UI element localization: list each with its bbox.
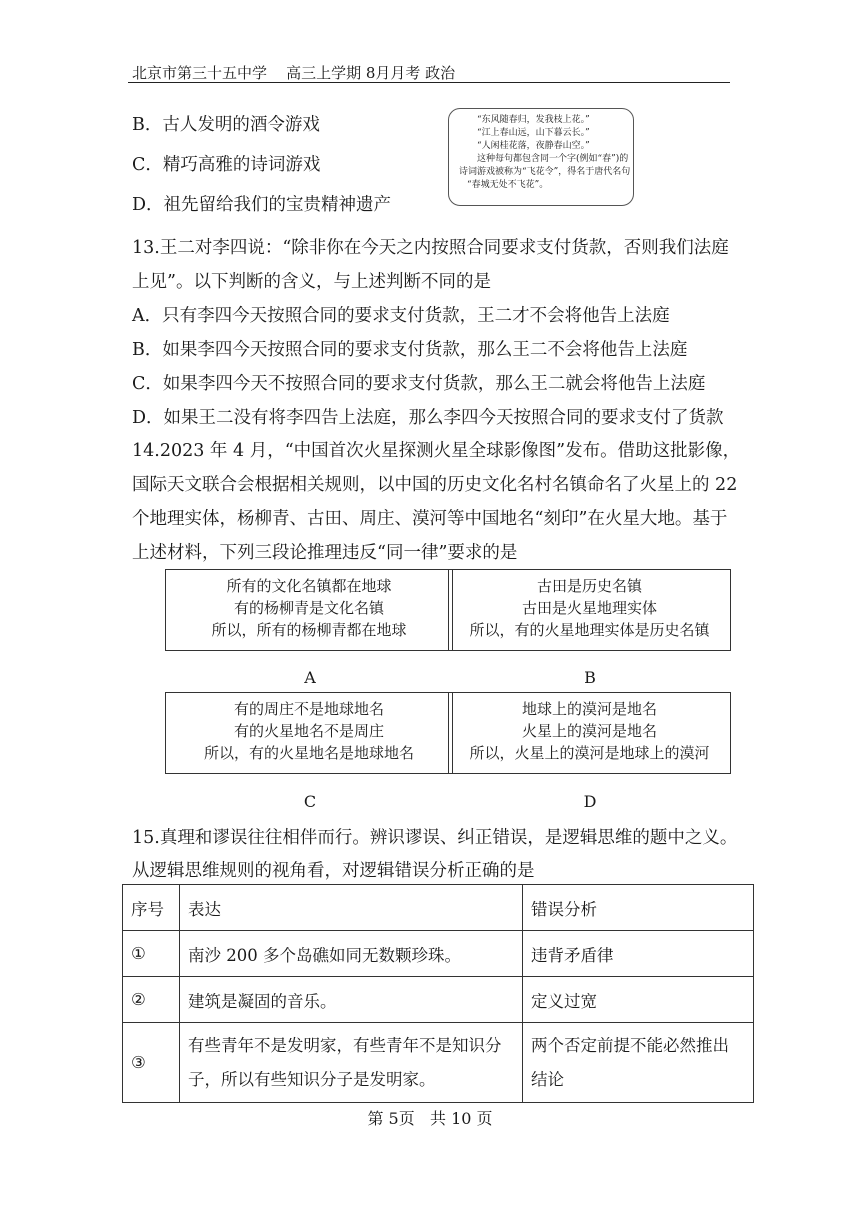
syllogism-box-c: [165, 692, 453, 774]
row-2-number: ②: [123, 977, 180, 1023]
q13-option-d: D．如果王二没有将李四告上法庭，那么李四今天按照合同的要求支付了货款: [132, 408, 724, 428]
poem-line-6: “春城无处不飞花”。: [467, 180, 549, 190]
syllogism-label-b: B: [584, 668, 596, 687]
row-1-expression: 南沙 200 多个岛礁如同无数颗珍珠。: [180, 931, 523, 977]
poem-line-2: “江上春山远，山下暮云长。”: [477, 128, 590, 138]
row-1-analysis: 违背矛盾律: [523, 931, 754, 977]
poem-box: [448, 108, 634, 206]
row-3-expression-line-2: 子，所以有些知识分子是发明家。: [188, 1069, 436, 1089]
syllogism-a-line-1: 所有的文化名镇都在地球: [226, 577, 392, 595]
syllogism-a-line-2: 有的杨柳青是文化名镇: [233, 599, 384, 617]
q13-option-a: A．只有李四今天按照合同的要求支付货款，王二才不会将他告上法庭: [132, 306, 670, 326]
header-cell-analysis: 错误分析: [523, 885, 754, 931]
syllogism-box-b: [448, 569, 731, 651]
table-row: [123, 931, 754, 977]
q13-option-c: C．如果李四今天不按照合同的要求支付货款，那么王二就会将他告上法庭: [132, 374, 706, 394]
syllogism-b-line-2: 古田是火星地理实体: [521, 599, 657, 617]
q12-option-b: B．古人发明的酒令游戏: [132, 115, 320, 135]
header-cell-expression: 表达: [180, 885, 523, 931]
q15-stem-line-2: 从逻辑思维规则的视角看，对逻辑错误分析正确的是: [132, 861, 535, 881]
row-1-number: ①: [123, 931, 180, 977]
row-2-expression: 建筑是凝固的音乐。: [180, 977, 523, 1023]
q14-stem-line-2: 国际天文联合会根据相关规则，以中国的历史文化名村名镇命名了火星上的 22: [132, 475, 738, 495]
syllogism-box-a: [165, 569, 453, 651]
syllogism-label-d: D: [583, 792, 597, 811]
syllogism-label-c: C: [303, 792, 317, 811]
syllogism-a-line-3: 所以，所有的杨柳青都在地球: [211, 621, 407, 639]
poem-line-5: 诗词游戏被称为“飞花令”，得名于唐代名句: [459, 167, 631, 177]
page-footer: 第 5页 共 10 页: [367, 1109, 493, 1128]
row-2-analysis: 定义过宽: [523, 977, 754, 1023]
syllogism-label-a: A: [304, 668, 316, 687]
syllogism-c-line-2: 有的火星地名不是周庄: [233, 722, 384, 740]
syllogism-d-line-2: 火星上的漠河是地名: [521, 722, 657, 740]
q15-stem-line-1: 15.真理和谬误往往相伴而行。辨识谬误、纠正错误，是逻辑思维的题中之义。: [132, 828, 738, 848]
q14-stem-line-3: 个地理实体，杨柳青、古田、周庄、漠河等中国地名“刻印”在火星大地。基于: [132, 509, 728, 529]
row-3-analysis-line-2: 结论: [531, 1069, 564, 1089]
syllogism-c-line-3: 所以，有的火星地名是地球地名: [203, 744, 414, 762]
error-analysis-table: [122, 884, 754, 1103]
poem-line-1: “东风随春归，发我枝上花。”: [477, 115, 590, 125]
q13-stem-line-1: 13.王二对李四说：“除非你在今天之内按照合同要求支付货款，否则我们法庭: [132, 238, 729, 258]
row-3-expression-line-1: 有些青年不是发明家，有些青年不是知识分: [188, 1035, 502, 1055]
header-rule: [128, 82, 730, 83]
row-3-analysis-line-1: 两个否定前提不能必然推出: [531, 1035, 729, 1055]
q13-option-b: B．如果李四今天按照合同的要求支付货款，那么王二不会将他告上法庭: [132, 340, 688, 360]
q13-stem-line-2: 上见”。以下判断的含义，与上述判断不同的是: [132, 272, 491, 292]
q12-option-c: C．精巧高雅的诗词游戏: [132, 155, 321, 175]
syllogism-b-line-1: 古田是历史名镇: [536, 577, 642, 595]
poem-line-3: “人闲桂花落，夜静春山空。”: [477, 141, 590, 151]
row-3-number: ③: [123, 1023, 180, 1103]
row-3-analysis: [523, 1023, 754, 1103]
page-header: 北京市第三十五中学 高三上学期 8月月考 政治: [132, 64, 456, 82]
q14-stem-line-1: 14.2023 年 4 月，“中国首次火星探测火星全球影像图”发布。借助这批影像，: [132, 441, 741, 461]
syllogism-box-d: [448, 692, 731, 774]
q12-option-d: D．祖先留给我们的宝贵精神遗产: [132, 195, 392, 215]
row-3-expression: [180, 1023, 523, 1103]
table-row: [123, 977, 754, 1023]
poem-line-4: 这种每句都包含同一个字(例如“春”)的: [477, 154, 629, 164]
table-row: [123, 1023, 754, 1103]
table-header-row: [123, 885, 754, 931]
syllogism-b-line-3: 所以，有的火星地理实体是历史名镇: [469, 621, 710, 639]
q14-stem-line-4: 上述材料，下列三段论推理违反“同一律”要求的是: [132, 543, 518, 563]
syllogism-c-line-1: 有的周庄不是地球地名: [233, 700, 384, 718]
syllogism-d-line-1: 地球上的漠河是地名: [521, 700, 657, 718]
header-cell-number: 序号: [123, 885, 180, 931]
syllogism-d-line-3: 所以，火星上的漠河是地球上的漠河: [469, 744, 710, 762]
